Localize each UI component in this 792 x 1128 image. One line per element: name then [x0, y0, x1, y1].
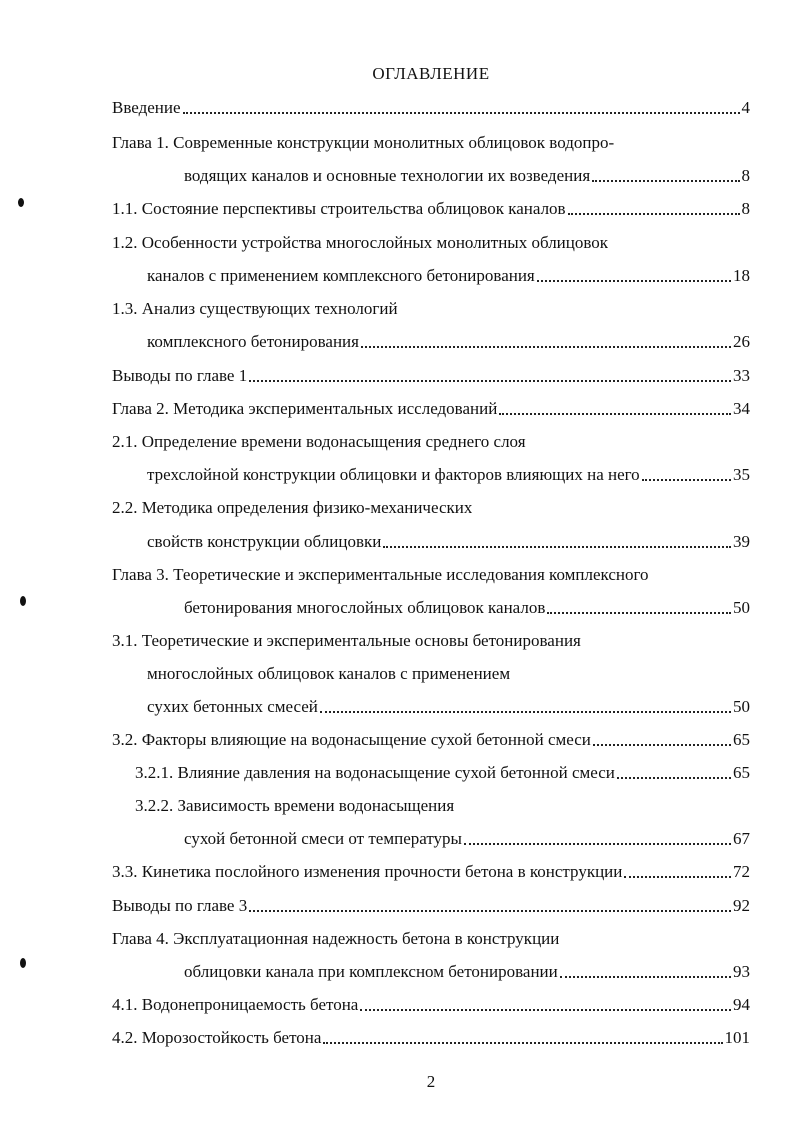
toc-entry-page: 72 [733, 862, 750, 881]
toc-entry-page: 93 [733, 962, 750, 981]
toc-entry [112, 995, 750, 1015]
toc-entry [184, 829, 750, 849]
dot-leader [360, 1009, 731, 1011]
dot-leader [624, 876, 731, 878]
toc-entry-text: Глава 2. Методика экспериментальных исследований [112, 399, 498, 418]
scan-speck [18, 198, 24, 207]
toc-entry-page: 67 [733, 829, 750, 848]
scan-speck [20, 958, 26, 968]
toc-entry-continued [112, 498, 472, 518]
toc-entry-text: бетонирования многослойных облицовок каналов [184, 598, 546, 617]
toc-entry-page: 92 [733, 896, 750, 915]
toc-entry-text: сухой бетонной смеси от температуры [184, 829, 462, 848]
toc-entry [184, 962, 750, 982]
dot-leader [593, 744, 731, 746]
scan-speck [20, 596, 26, 606]
dot-leader [320, 711, 731, 713]
toc-entry-text: 2.1. Определение времени водонасыщения среднего слоя [112, 432, 526, 451]
dot-leader [249, 380, 731, 382]
toc-entry-continued [112, 929, 559, 949]
toc-entry [112, 98, 750, 118]
toc-entry [135, 763, 750, 783]
toc-entry-text: 3.2.1. Влияние давления на водонасыщение сухой бетонной смеси [135, 763, 615, 782]
toc-entry-page: 18 [733, 266, 750, 285]
toc-entry-continued [112, 432, 526, 452]
toc-entry-text: 4.2. Морозостойкость бетона [112, 1028, 322, 1047]
toc-entry-page: 39 [733, 532, 750, 551]
dot-leader [464, 843, 731, 845]
toc-entry-text: 4.1. Водонепроницаемость бетона [112, 995, 359, 1014]
toc-entry-page: 4 [741, 98, 750, 117]
toc-entry-page: 101 [724, 1028, 750, 1047]
toc-entry [147, 332, 750, 352]
toc-entry-text: 1.2. Особенности устройства многослойных монолитных облицовок [112, 233, 609, 252]
toc-entry-text: 3.3. Кинетика послойного изменения прочности бетона в конструкции [112, 862, 623, 881]
toc-entry-text: Выводы по главе 1 [112, 366, 248, 385]
toc-entry-continued [112, 299, 398, 319]
toc-entry-page: 26 [733, 332, 750, 351]
toc-entry-text: Глава 1. Современные конструкции монолитных облицовок водопро- [112, 133, 615, 152]
dot-leader [249, 910, 731, 912]
toc-entry-text: 1.1. Состояние перспективы строительства облицовок каналов [112, 199, 566, 218]
toc-entry-text: трехслойной конструкции облицовки и факторов влияющих на него [147, 465, 640, 484]
toc-entry-text: Выводы по главе 3 [112, 896, 248, 915]
toc-entry [112, 862, 750, 882]
toc-entry-text: 3.1. Теоретические и экспериментальные основы бетонирования [112, 631, 581, 650]
dot-leader [568, 213, 740, 215]
toc-entry-page: 35 [733, 465, 750, 484]
toc-entry-page: 33 [733, 366, 750, 385]
toc-entry-continued [112, 133, 614, 153]
toc-entry [147, 465, 750, 485]
toc-entry [112, 896, 750, 916]
toc-entry [147, 697, 750, 717]
toc-entry-page: 65 [733, 730, 750, 749]
dot-leader [560, 976, 731, 978]
toc-entry-continued [112, 565, 649, 585]
dot-leader [642, 479, 731, 481]
toc-entry [184, 598, 750, 618]
page-title: ОГЛАВЛЕНИЕ [372, 64, 490, 83]
toc-entry-page: 50 [733, 598, 750, 617]
toc-entry-continued [135, 796, 454, 816]
toc-entry-text: свойств конструкции облицовки [147, 532, 382, 551]
toc-entry-text: 1.3. Анализ существующих технологий [112, 299, 398, 318]
dot-leader [499, 413, 731, 415]
dot-leader [617, 777, 731, 779]
toc-entry [112, 399, 750, 419]
toc-entry-text: водящих каналов и основные технологии их возведения [184, 166, 591, 185]
dot-leader [361, 346, 731, 348]
toc-entry-text: сухих бетонных смесей [147, 697, 318, 716]
dot-leader [547, 612, 731, 614]
page-number: 2 [426, 1072, 436, 1091]
toc-entry-continued [112, 631, 581, 651]
toc-entry-page: 34 [733, 399, 750, 418]
toc-entry-page: 8 [741, 199, 750, 218]
dot-leader [383, 546, 731, 548]
toc-entry-text: Глава 3. Теоретические и экспериментальные исследования комплексного [112, 565, 649, 584]
toc-entry-text: 3.2.2. Зависимость времени водонасыщения [135, 796, 455, 815]
dot-leader [592, 180, 739, 182]
toc-entry-page: 94 [733, 995, 750, 1014]
toc-entry-page: 8 [741, 166, 750, 185]
toc-entry-continued [112, 233, 608, 253]
toc-entry-text: облицовки канала при комплексном бетонировании [184, 962, 558, 981]
toc-entry [112, 366, 750, 386]
toc-entry-continued [147, 664, 510, 684]
toc-entry-text: Глава 4. Эксплуатационная надежность бетона в конструкции [112, 929, 560, 948]
toc-entry-text: каналов с применением комплексного бетонирования [147, 266, 535, 285]
toc-entry [112, 730, 750, 750]
dot-leader [537, 280, 731, 282]
toc-entry-text: 3.2. Факторы влияющие на водонасыщение сухой бетонной смеси [112, 730, 591, 749]
dot-leader [323, 1042, 722, 1044]
toc-entry-page: 65 [733, 763, 750, 782]
toc-entry [147, 532, 750, 552]
toc-entry [147, 266, 750, 286]
toc-entry-text: многослойных облицовок каналов с применением [147, 664, 511, 683]
toc-entry-text: комплексного бетонирования [147, 332, 359, 351]
toc-entry [112, 199, 750, 219]
toc-entry [112, 1028, 750, 1048]
toc-entry-page: 50 [733, 697, 750, 716]
toc-entry-text: Введение [112, 98, 181, 117]
toc-entry-text: 2.2. Методика определения физико-механических [112, 498, 473, 517]
toc-entry [184, 166, 750, 186]
dot-leader [183, 112, 740, 114]
